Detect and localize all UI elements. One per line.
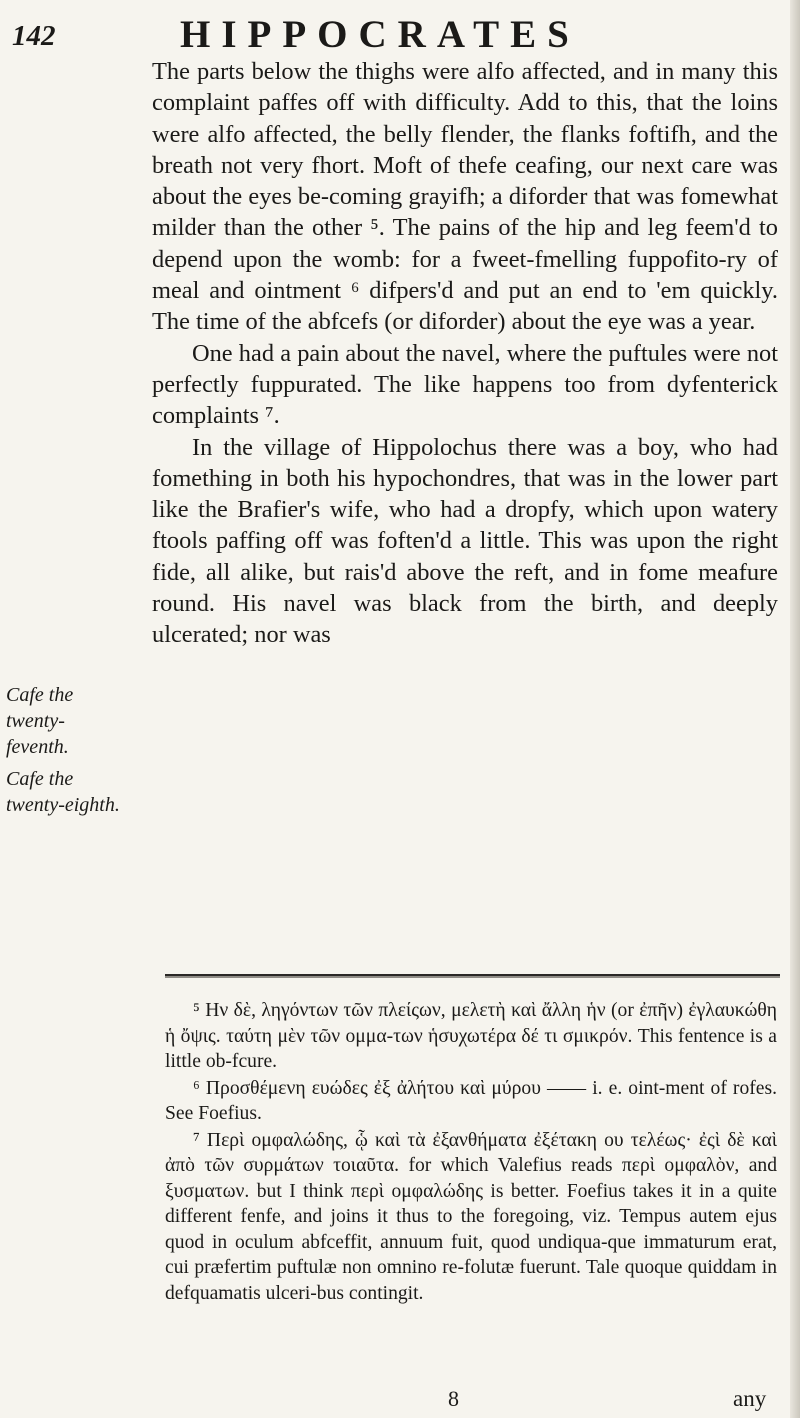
page-header xyxy=(0,6,800,56)
footnotes xyxy=(165,998,777,1307)
footnote: ⁵ Ην δὲ, ληγόντων τῶν πλείςων, μελετὴ καὶ ἄλλη ἡν (or ἐπῆν) ἐγλαυκώθη ἡ ὄψις. ταύτη μὲν τῶν ομμα-των ἡσυχωτέρα δέ τι σμικρόν. This fentence is a little ob-fcure. xyxy=(165,1000,777,1072)
sidenote-case-28: Cafe the twenty-eighth. xyxy=(6,768,120,816)
signature-mark: 8 xyxy=(448,1386,459,1411)
catchword: any xyxy=(733,1386,767,1411)
page-number: 142 xyxy=(12,20,56,52)
footnote: ⁷ Περὶ ομφαλώδης, ᾧ καὶ τὰ ἐξανθήματα ἐξέτακη ου τελέως· ἐςὶ δὲ καὶ ἀπὸ τῶν συρμάτων τοιαῦτα. for which Valefius reads περὶ ομφαλὸν, and ξυσματων. but I think περὶ ομφαλώδης is better. Foefius takes it in a quite different fenfe, and joins it thus to the foregoing, viz. Tempus autem ejus quod in oculum abfceffit, annuum fuit, quod undiqua-que immaturum erat, cui præfertim puftulæ non omnino re-folutæ fuerunt. Tale quoque quiddam in defquamatis ulceri-bus contingit. xyxy=(165,1129,777,1304)
main-text xyxy=(152,56,778,651)
paragraph: The parts below the thighs were alfo affected, and in many this complaint paffes off with difficulty. Add to this, that the loins were alfo affected, the belly flender, the flanks foftifh, and the breath not very fhort. Moft of thefe ceafing, our next care was about the eyes be-coming grayifh; a diforder that was fomewhat milder than the other ⁵. The pains of the hip and leg feem'd to depend upon the womb: for a fweet-fmelling fuppofito-ry of meal and ointment ⁶ difpers'd and put an end to 'em quickly. The time of the abfcefs (or diforder) about the eye was a year. xyxy=(152,58,778,336)
sidenote-case-27: Cafe the twenty-feventh. xyxy=(6,684,74,758)
paragraph: In the village of Hippolochus there was a boy, who had fomething in both his hypochondres, that was in the lower part like the Brafier's wife, who had a dropfy, which upon watery ftools paffing off was foften'd a little. This was upon the right fide, all alike, but rais'd above the reft, and in fome meafure round. His navel was black from the birth, and deeply ulcerated; nor was xyxy=(152,433,778,649)
page-edge xyxy=(790,0,800,1418)
running-head: HIPPOCRATES xyxy=(180,13,580,56)
footnote: ⁶ Προσθέμενη ευώδες ἐξ ἀλήτου καὶ μύρου —— i. e. oint-ment of rofes. See Foefius. xyxy=(165,1077,777,1124)
footnote-divider xyxy=(165,974,780,976)
paragraph: One had a pain about the navel, where the puftules were not perfectly fuppurated. The like happens too from dyfenterick complaints ⁷. xyxy=(152,339,778,430)
